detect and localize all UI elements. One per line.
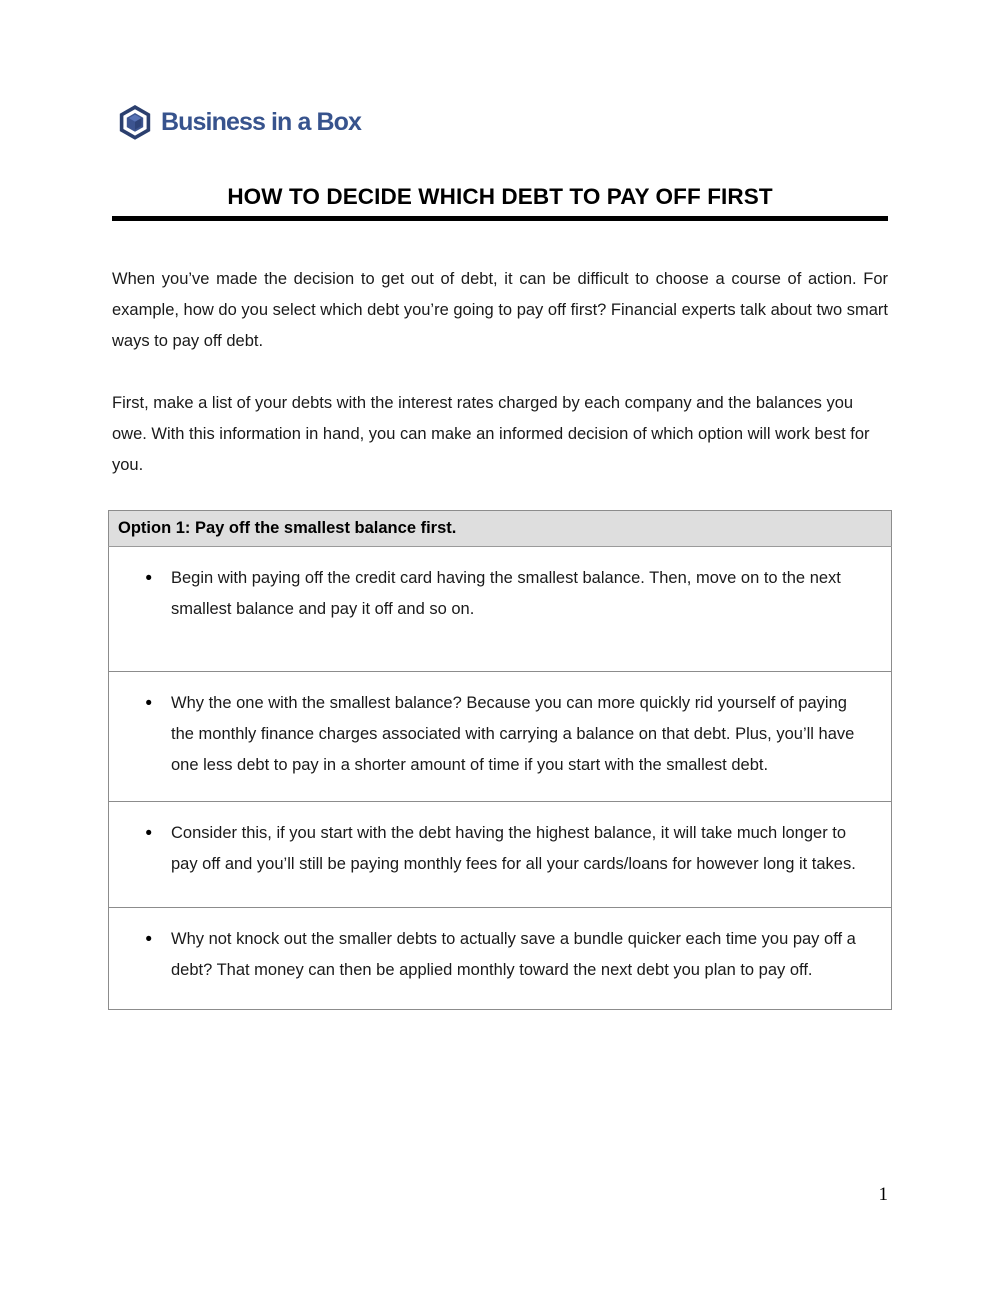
bullet-text-1: Begin with paying off the credit card having the smallest balance. Then, move on to the next smallest balance and pay it off and so on. [171,569,841,618]
bullet-text-3: Consider this, if you start with the debt having the highest balance, it will take much longer to pay off and you’ll still be paying monthly fees for all your cards/loans for however long it takes. [171,824,856,873]
title-divider [112,216,888,221]
hexagon-cube-icon [118,104,152,140]
table-header-row [109,511,892,547]
bullet-icon: • [145,693,152,714]
bullet-icon: • [145,929,152,950]
page-title: HOW TO DECIDE WHICH DEBT TO PAY OFF FIRST [227,184,773,209]
bullet-text-2: Why the one with the smallest balance? Because you can more quickly rid yourself of paying the monthly finance charges associated with carrying a balance on that debt. Plus, you’ll have one less debt to pay in a shorter amount of time if you start with the smallest debt. [171,694,855,774]
option-1-table [108,510,892,1010]
page-number: 1 [878,1184,888,1205]
bullet-cell-3 [109,802,892,908]
table-row [109,908,892,1010]
option-header-cell: Option 1: Pay off the smallest balance first. [109,511,892,547]
bullet-cell-1 [109,547,892,672]
bullet-icon: • [145,823,152,844]
table-row [109,802,892,908]
bullet-icon: • [145,568,152,589]
bullet-cell-2 [109,672,892,802]
intro-paragraph-2: First, make a list of your debts with the interest rates charged by each company and the balances you owe. With this information in hand, you can make an informed decision of which option will work best for you. [112,394,870,474]
bullet-cell-4 [109,908,892,1010]
table-row [109,672,892,802]
table-row [109,547,892,672]
brand-wordmark: Business in a Box [161,107,362,136]
intro-paragraph-1: When you’ve made the decision to get out of debt, it can be difficult to choose a course of action. For example, how do you select which debt you’re going to pay off first? Financial experts talk about two smart ways to pay off debt. [112,270,888,350]
bullet-text-4: Why not knock out the smaller debts to actually save a bundle quicker each time you pay off a debt? That money can then be applied monthly toward the next debt you plan to pay off. [171,930,856,979]
brand-logo [118,104,361,140]
